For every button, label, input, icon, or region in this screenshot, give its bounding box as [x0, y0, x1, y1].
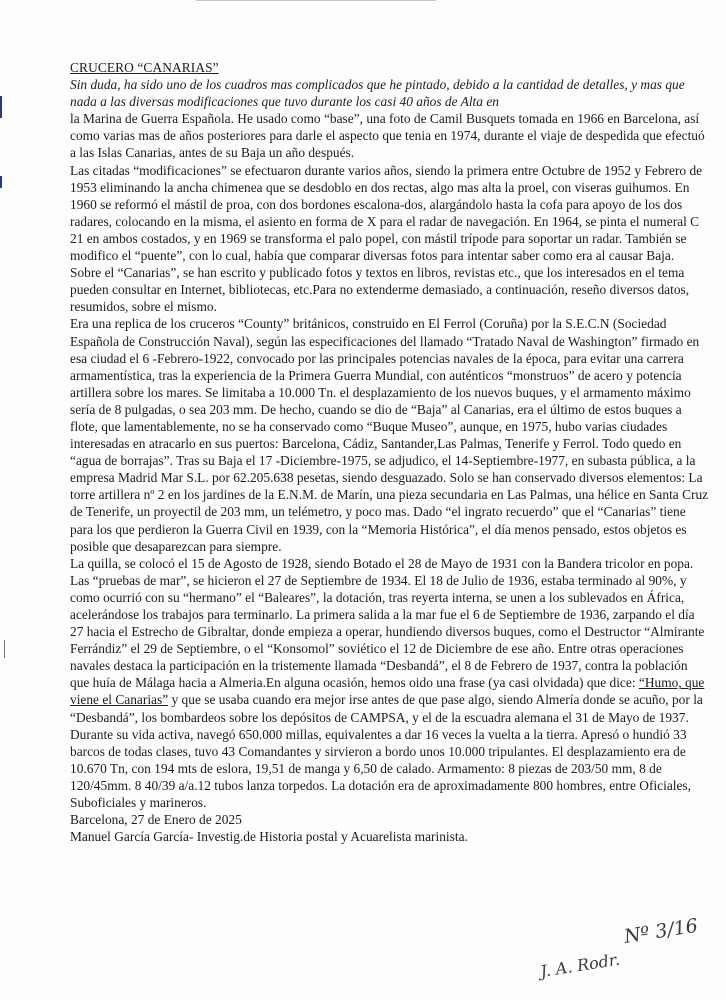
document-body: [70, 59, 710, 845]
document-title: CRUCERO “CANARIAS”: [70, 60, 219, 75]
date-line: Barcelona, 27 de Enero de 2025: [70, 812, 242, 828]
handwritten-initials: J. A. Rodr.: [539, 949, 621, 981]
scan-margin-mark: [0, 176, 2, 188]
scan-margin-mark: [4, 640, 5, 658]
history-paragraph: [70, 555, 710, 811]
underlined-quote: “Humo, que viene el Canarias”: [70, 675, 705, 708]
body-paragraph: Era una replica de los cruceros “County” británicos, construido en El Ferrol (Coruña) por la S.E.C.N (Sociedad Española de Construcción Naval), según las especificaciones del llamado “Tratado Naval de Washington” firmado en esa ciudad el 6 -Febrero-1922, convocado por las principales potencias navales de la época, para evitar una carrera armamentística, tras la experiencia de la Primera Guerra Mundial, con auténticos “monstruos” de acero y potencia artillera sobre los mares. Se limitaba a 10.000 Tn. el desplazamiento de los nuevos buques, y el armamento máximo sería de 8 pulgadas, o sea 203 mm. De hecho, cuando se dio de “Baja” al Canarias, era el último de estos buques a flote, que lamentablemente, no se ha conservado como “Buque Museo”, aunque, en 1975, hubo varias ciudades interesadas en atracarlo en sus puertos: Barcelona, Cádiz, Santander,Las Palmas, Tenerife y Ferrol. Todo quedo en “agua de borrajas”. Tras su Baja el 17 -Diciembre-1975, se adjudico, el 14-Septiembre-1977, en subasta pública, a la empresa Madrid Mar S.L. por 62.205.638 pesetas, siendo desguazado. Solo se han conservado diversos elementos: La torre artillera nº 2 en los jardines de la E.N.M. de Marín, una pieza secundaria en Las Palmas, una hélice en Santa Cruz de Tenerife, un proyectil de 203 mm, un telémetro, y poco mas. Dado “el ingrato recuerdo” que el “Canarias” tiene para los que perdieron la Guerra Civil en 1939, con la “Memoria Histórica”, el día menos pensado, estos objetos es posible que desaparezcan para siempre.: [70, 316, 709, 554]
signature-line: Manuel García García- Investig.de Historia postal y Acuarelista marinista.: [70, 829, 468, 845]
history-text-continued: y que se usaba cuando era mejor irse antes de que pase algo, siendo Almería donde se acuño, por la “Desbandá”, los bombardeos sobre los depósitos de CAMPSA, y el de la escuadra alemana el 31 de Mayo de 1937. Durante su vida activa, navegó 650.000 millas, equivalentes a dar 16 veces la vuelta a la tierra. Apresó o hundió 33 barcos de todas clases, tuvo 43 Comandantes y sirvieron a bordo unos 10.000 tripulantes. El desplazamiento era de 10.670 Tn, con 194 mts de eslora, 19,51 de manga y 6,50 de calado. Armamento: 8 piezas de 203/50 mm, 8 de 120/45mm. 8 40/39 a/a.12 tubos lanza torpedos. La dotación era de aproximadamente 800 hombres, entre Oficiales, Suboficiales y marineros.: [70, 692, 703, 811]
body-paragraph: Las citadas “modificaciones” se efectuaron durante varios años, siendo la primera entre Octubre de 1952 y Febrero de 1953 eliminando la ancha chimenea que se desdoblo en dos rectas, algo mas alta la proel, con viseras guihumos. En 1960 se reformó el mástil de proa, con dos bordones escalona-dos, alargándolo hasta la cofa para apoyo de los dos radares, colocando en la misma, el asiento en forma de X para el radar de navegación. En 1964, se pinta el numeral C 21 en ambos costados, y en 1969 se transforma el palo popel, con mástil trípode para soportar un radar. También se modifico el “puente”, con lo cual, había que comparar diversas fotos para intentar saber como era al causar Baja.: [70, 162, 703, 264]
history-text: La quilla, se colocó el 15 de Agosto de 1928, siendo Botado el 28 de Mayo de 1931 con la Bandera tricolor en popa. Las “pruebas de mar”, se hicieron el 27 de Septiembre de 1934. El 18 de Julio de 1936, estaba terminado al 90%, y como ocurrió con su “hermano” el “Baleares”, la dotación, tras reyerta interna, se unen a los sublevados en África, acelerándose los trabajos para terminarlo. La primera salida a la mar fue el 6 de Septiembre de 1936, zarpando el día 27 hacia el Estrecho de Gibraltar, donde empieza a operar, hundiendo diversos buques, como el Destructor “Almirante Ferrándiz” el 29 de Septiembre, o el “Konsomol” soviético el 12 de Diciembre de ese año. Entre otras operaciones navales destaca la participación en la tristemente llamada “Desbandá”, el 8 de Febrero de 1937, contra la población que huía de Málaga hacia a Almeria.En alguna ocasión, hemos oido una frase (ya casi olvidada) que dice:: [70, 555, 705, 691]
scan-top-edge: [196, 0, 436, 1]
body-paragraph: Sobre el “Canarias”, se han escrito y publicado fotos y textos en libros, revistas etc., que los interesados en el tema pueden consultar en Internet, bibliotecas, etc.Para no extenderme demasiado, a continuación, reseño diversos datos, resumidos, sobre el mismo.: [70, 265, 690, 315]
body-paragraph: la Marina de Guerra Española. He usado como “base”, una foto de Camil Busquets tomada en 1966 en Barcelona, así como varias mas de años posteriores para darle el aspecto que tenia en 1974, durante el viaje de despedida que efectuó a las Islas Canarias, antes de su Baja un año después.: [70, 111, 705, 161]
handwritten-number: Nº 3/16: [622, 914, 700, 948]
intro-paragraph: Sin duda, ha sido uno de los cuadros mas complicados que he pintado, debido a la cantidad de detalles, y mas que nada a las diversas modificaciones que tuvo durante los casi 40 años de Alta en: [70, 77, 685, 110]
scan-margin-mark: [0, 96, 2, 118]
